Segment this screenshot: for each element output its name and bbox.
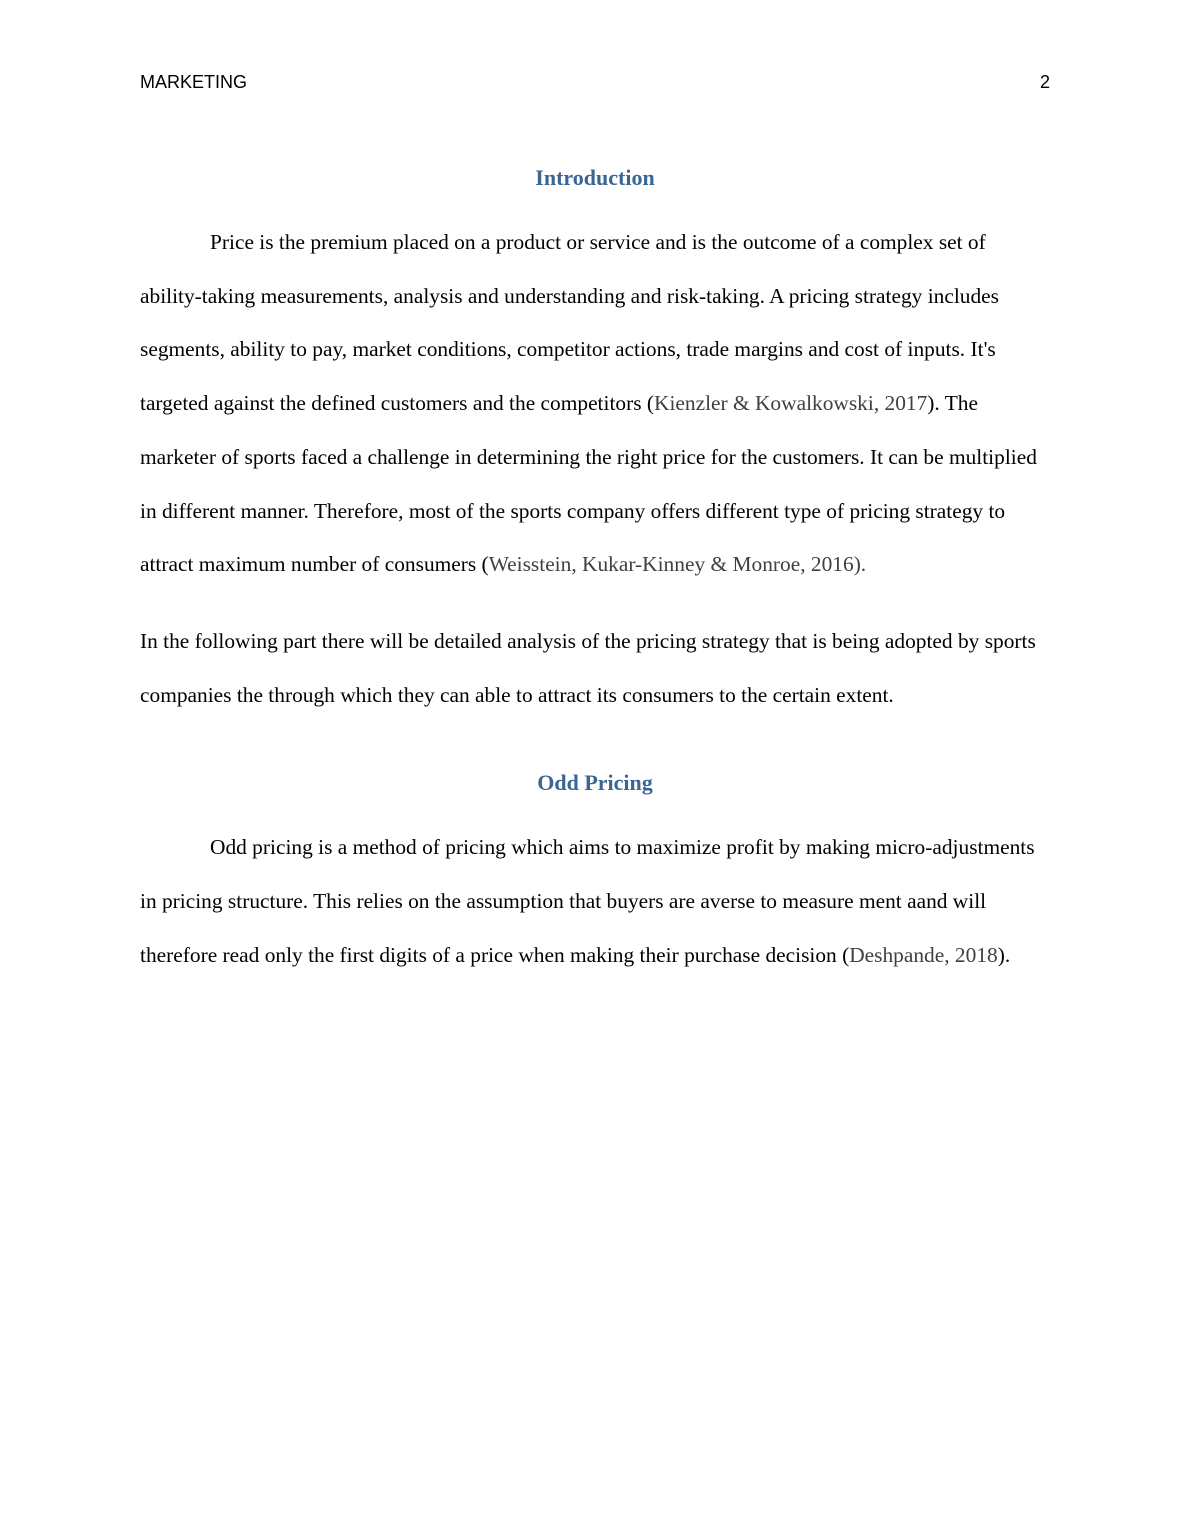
running-head: MARKETING bbox=[140, 72, 248, 92]
paragraph-text: ). The marketer of sports faced a challenge in determining the right price for the customers. It can be multiplied in different manner. Therefore, most of the sports company offers different type of pricing strategy to attract maximum number of consumers ( bbox=[140, 391, 1037, 577]
section-heading-introduction: Introduction bbox=[535, 165, 655, 190]
citation-weisstein: Weisstein, Kukar-Kinney & Monroe, 2016 bbox=[488, 552, 854, 577]
page-header bbox=[140, 72, 1050, 96]
paragraph-text: Odd pricing is a method of pricing which aims to maximize profit by making micro-adjustments in pricing structure. This relies on the assumption that buyers are averse to measure ment aand will therefore read only the first digits of a price when making their purchase decision ( bbox=[140, 835, 1035, 967]
page-number: 2 bbox=[1039, 72, 1050, 92]
paragraph-text: ). bbox=[853, 552, 867, 577]
paragraph-text: Price is the premium placed on a product or service and is the outcome of a complex set of ability-taking measurements, analysis and understanding and risk-taking. A pricing strategy includes segments, ability to pay, market conditions, competitor actions, trade margins and cost of inputs. It's targeted against the defined customers and the competitors ( bbox=[140, 230, 999, 416]
document-body bbox=[140, 140, 1050, 1005]
introduction-paragraph-1 bbox=[140, 216, 1050, 592]
citation-kienzler-kowalkowski: Kienzler & Kowalkowski, 2017 bbox=[654, 391, 928, 416]
section-heading-odd-pricing: Odd Pricing bbox=[537, 770, 653, 796]
citation-deshpande: Deshpande, 2018 bbox=[849, 942, 998, 967]
paragraph-text: ). bbox=[997, 942, 1011, 967]
introduction-paragraph-2: In the following part there will be detailed analysis of the pricing strategy that is being adopted by sports companies the through which they can able to attract its consumers to the certain extent. bbox=[140, 628, 1036, 707]
odd-pricing-paragraph-1 bbox=[140, 821, 1050, 982]
